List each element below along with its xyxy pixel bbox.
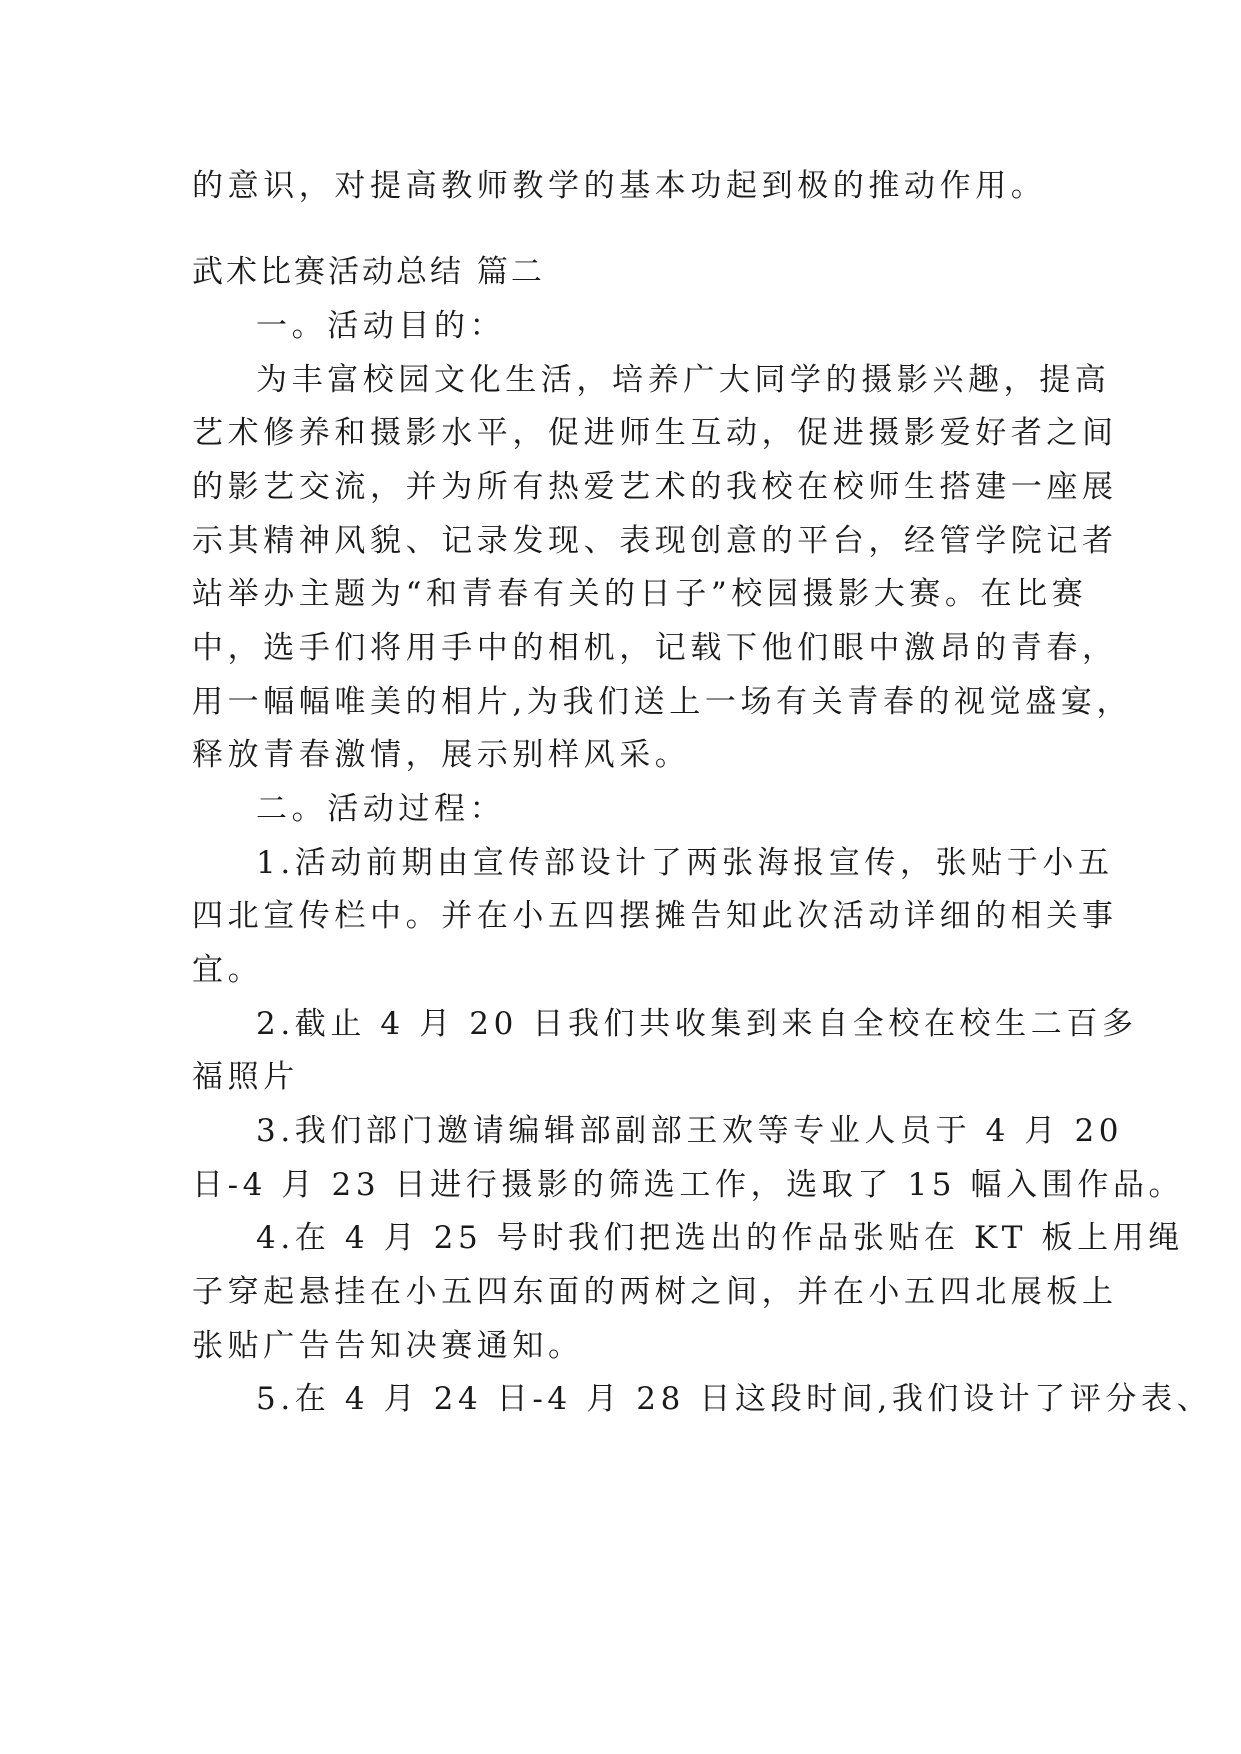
text-line: 福照片 (192, 1059, 299, 1095)
text-line: 的意识，对提高教师教学的基本功起到极的推动作用。 (192, 168, 1047, 204)
text-line: 4.在 4 月 25 号时我们把选出的作品张贴在 KT 板上用绳 (256, 1220, 1184, 1256)
text-line: 为丰富校园文化生活，培养广大同学的摄影兴趣，提高 (256, 362, 1111, 398)
text-line: 站举办主题为“和青春有关的日子”校园摄影大赛。在比赛 (192, 576, 1088, 612)
text-line: 四北宣传栏中。并在小五四摆摊告知此次活动详细的相关事 (192, 898, 1118, 934)
text-line: 2.截止 4 月 20 日我们共收集到来自全校在校生二百多 (256, 1006, 1138, 1042)
subsection-heading: 二。活动过程： (256, 791, 506, 827)
text-line: 1.活动前期由宣传部设计了两张海报宣传，张贴于小五 (256, 845, 1114, 881)
text-line: 示其精神风貌、记录发现、表现创意的平台，经管学院记者 (192, 523, 1118, 559)
text-line: 3.我们部门邀请编辑部副部王欢等专业人员于 4 月 20 (256, 1113, 1124, 1149)
text-line: 用一幅幅唯美的相片,为我们送上一场有关青春的视觉盛宴， (192, 684, 1133, 720)
text-line: 张贴广告告知决赛通知。 (192, 1328, 584, 1364)
text-line: 中，选手们将用手中的相机，记载下他们眼中激昂的青春， (192, 630, 1118, 666)
text-line: 宜。 (192, 952, 264, 988)
text-line: 的影艺交流，并为所有热爱艺术的我校在校师生搭建一座展 (192, 469, 1118, 505)
section-title: 武术比赛活动总结 篇二 (192, 254, 545, 290)
text-line: 释放青春激情，展示别样风采。 (192, 737, 691, 773)
text-line: 艺术修养和摄影水平，促进师生互动，促进摄影爱好者之间 (192, 415, 1118, 451)
text-line: 5.在 4 月 24 日-4 月 28 日这段时间,我们设计了评分表、 (256, 1381, 1213, 1417)
text-line: 子穿起悬挂在小五四东面的两树之间，并在小五四北展板上 (192, 1274, 1118, 1310)
subsection-heading: 一。活动目的： (256, 308, 506, 344)
text-line: 日-4 月 23 日进行摄影的筛选工作，选取了 15 幅入围作品。 (192, 1167, 1185, 1203)
